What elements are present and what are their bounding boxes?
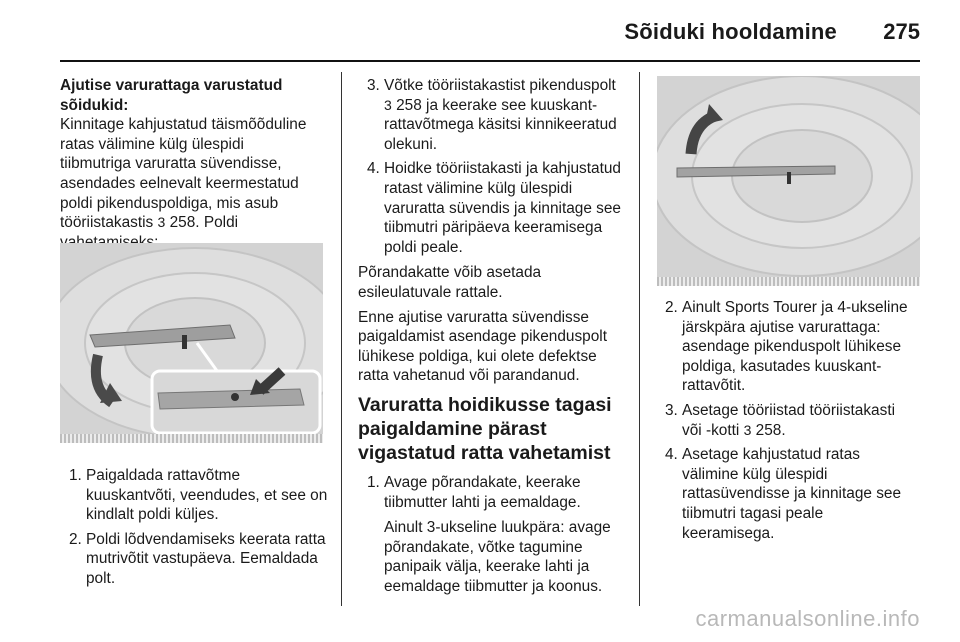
col3-steps-list	[656, 298, 918, 543]
col1-line-4: asendades eelnevalt keermestatud	[60, 174, 299, 192]
col1-steps-list	[60, 466, 328, 589]
col1-ref-post: 258. Poldi	[165, 214, 239, 232]
column-1-steps	[60, 466, 328, 594]
step-text-pre: Asetage tööriistad tööriistakasti või -kotti	[682, 401, 896, 439]
step-number: 3.	[367, 77, 380, 94]
step-number: 2.	[665, 299, 678, 316]
column-2	[358, 76, 626, 601]
wheel-well-drawing	[60, 243, 323, 443]
step-text-post: 258 ja keerake see kuuskant-rattavõtmega käsitsi kinnikeeratud olekuni.	[384, 96, 617, 153]
column-3	[656, 298, 918, 548]
step-number: 1.	[69, 467, 82, 484]
watermark: carmanualsonline.info	[695, 606, 920, 631]
col2-paragraph-2: Enne ajutise varuratta süvendisse paigaldamist asendage pikenduspolt lühikese poldiga, kui olete defektse ratta vahetanud või parandanud.	[358, 308, 607, 385]
col2-paragraph-1: Põrandakatte võib asetada esileulatuvale rattale.	[358, 264, 542, 301]
step-number: 1.	[367, 473, 380, 491]
floor-cover-drawing	[657, 76, 920, 286]
step-text-pre: Võtke tööriistakastist pikenduspolt	[384, 77, 616, 94]
list-item	[358, 473, 626, 597]
step-number: 4.	[367, 160, 380, 178]
step-text: Paigaldada rattavõtme kuuskantvõti, veendudes, et see on kindlalt poldi küljes.	[86, 467, 328, 524]
header-rule	[60, 60, 920, 62]
spare-wheel-bolt-illustration	[60, 243, 323, 443]
step-number: 4.	[665, 446, 678, 464]
page-header-title: Sõiduki hooldamine	[624, 19, 837, 44]
page-reference-arrow-icon: 3	[743, 421, 752, 438]
list-item	[656, 445, 918, 543]
col2-steps-list	[358, 76, 626, 257]
page-reference-arrow-icon: 3	[384, 96, 392, 113]
section-title: Varuratta hoidikusse tagasi paigaldamine pärast vigastatud ratta vahetamist	[358, 393, 612, 464]
step-text: Asetage kahjustatud ratas välimine külg ülespidi rattasüvendisse ja kinnitage see tiibmutri tagasi peale keeramisega.	[682, 446, 902, 542]
step-number: 3.	[665, 401, 678, 419]
col1-ref-pre: tööriistakastis	[60, 214, 158, 232]
step-text: Ainult Sports Tourer ja 4-ukseline järskpära ajutise varurattaga: asendage pikenduspolt lühikese poldiga, kasutades kuuskant-rattavõtit.	[682, 299, 908, 395]
list-item	[60, 466, 328, 525]
figure-caption-strip	[657, 277, 920, 286]
col2-section-steps	[358, 473, 626, 597]
step-text: Poldi lõdvendamiseks keerata ratta mutrivõtit vastupäeva. Eemaldada polt.	[86, 530, 326, 587]
figure-caption-strip	[60, 434, 323, 443]
page-reference-arrow-icon: 3	[157, 214, 166, 231]
list-item	[358, 76, 626, 154]
column-divider-1	[341, 72, 342, 606]
step-number: 2.	[69, 530, 82, 548]
col1-line-3: tiibmutriga varuratta süvendisse,	[60, 155, 282, 173]
list-item	[656, 298, 918, 396]
col1-heading: Ajutise varurattaga varustatud sõidukid:	[60, 77, 283, 114]
list-item	[60, 530, 328, 589]
floor-cover-illustration	[657, 76, 920, 286]
column-divider-2	[639, 72, 640, 606]
col1-body	[60, 115, 328, 252]
col1-line-1: Kinnitage kahjustatud täismõõduline	[60, 116, 307, 134]
col1-line-2: ratas välimine külg ülespidi	[60, 135, 244, 153]
step-extra-text: Ainult 3-ukseline luukpära: avage põrandakate, võtke tagumine panipaik välja, keerake lahti ja eemaldage tiibmutter ja koonus.	[384, 519, 611, 595]
step-text: Hoidke tööriistakasti ja kahjustatud ratast välimine külg ülespidi varuratta süvendis ja kinnitage see tiibmutri päripäeva keeramisega poldi peale.	[384, 160, 621, 256]
step-text-post: 258.	[751, 421, 786, 439]
page-number: 275	[883, 19, 920, 44]
list-item	[656, 401, 918, 440]
step-text: Avage põrandakate, keerake tiibmutter lahti ja eemaldage.	[384, 473, 581, 511]
col1-line-5: poldi pikenduspoldiga, mis asub	[60, 194, 279, 212]
list-item	[358, 159, 626, 257]
column-1	[60, 76, 328, 252]
